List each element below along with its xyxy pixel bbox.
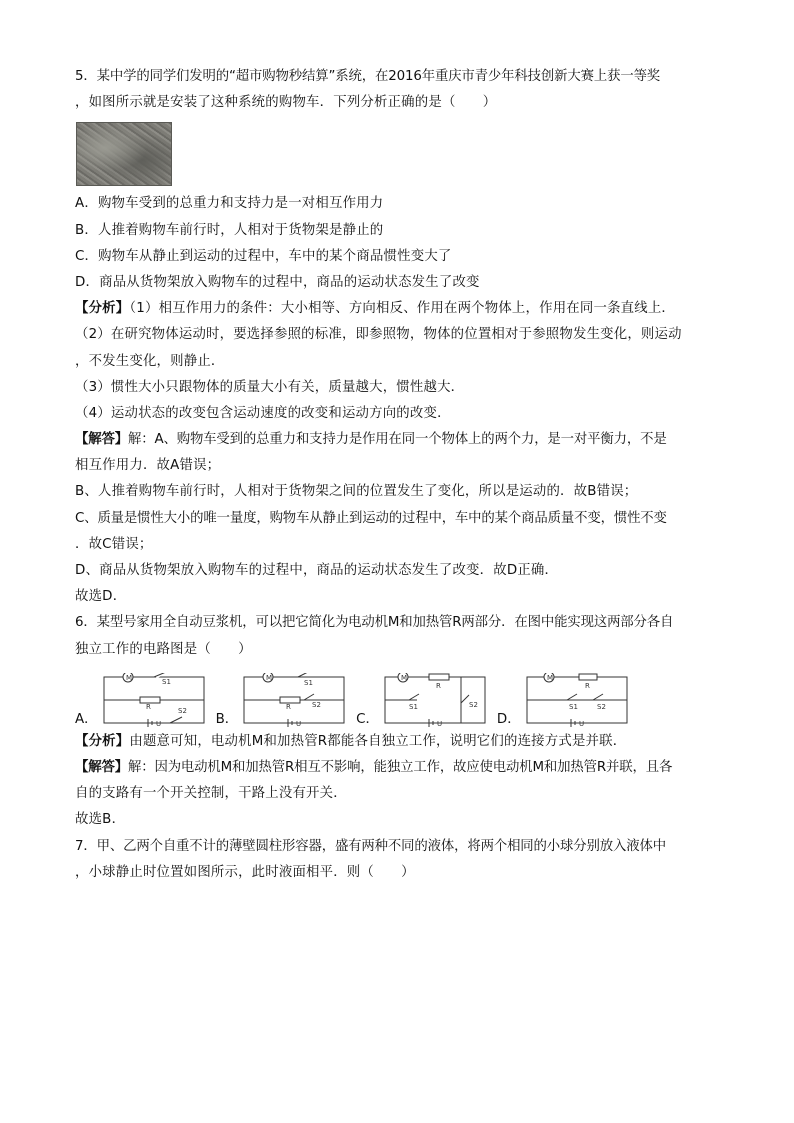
q6-answer-text-1: 解：因为电动机M和加热管R相互不影响，能独立工作，故应使电动机M和加热管R并联，且各 xyxy=(127,759,673,775)
q5-answer-line-6: D、商品从货物架放入购物车的过程中，商品的运动状态发生了改变．故D正确． xyxy=(75,563,559,578)
circuit-c-s1-label: S1 xyxy=(408,702,418,711)
circuit-a-heater-label: R xyxy=(145,702,151,711)
analysis-tag: 【分析】 xyxy=(75,733,130,749)
q5-analysis-line-3: ，不发生变化，则静止． xyxy=(75,353,225,369)
circuit-d-heater-label: R xyxy=(584,681,590,690)
q5-answer-line-2: 相互作用力．故A错误； xyxy=(75,458,221,474)
q6-option-d xyxy=(497,673,631,729)
q6-circuit-options xyxy=(75,665,725,729)
q6-stem-line-1: 6．某型号家用全自动豆浆机，可以把它简化为电动机M和加热管R两部分．在图中能实现这两部分各自 xyxy=(75,615,674,631)
q5-analysis-line-5: （4）运动状态的改变包含运动速度的改变和运动方向的改变． xyxy=(75,405,451,421)
q5-option-d: D．商品从货物架放入购物车的过程中，商品的运动状态发生了改变 xyxy=(75,274,480,290)
option-label-b: B． xyxy=(215,711,239,727)
q6-analysis-text: 由题意可知，电动机M和加热管R都能各自独立工作，说明它们的连接方式是并联． xyxy=(129,733,627,749)
circuit-a-source-label: U xyxy=(155,719,161,728)
shopping-cart-photo xyxy=(76,122,172,186)
option-label-c: C． xyxy=(356,711,379,727)
q5-answer-line-1 xyxy=(75,427,725,453)
q6-analysis-line xyxy=(75,729,725,755)
circuit-b-s1-label: S1 xyxy=(304,678,314,687)
exam-page xyxy=(75,64,725,886)
q5-analysis-text-1: （1）相互作用力的条件：大小相等、方向相反、作用在两个物体上，作用在同一条直线上． xyxy=(129,301,676,317)
circuit-c-motor-label: M xyxy=(400,673,407,682)
q5-answer-line-7: 故选D． xyxy=(75,589,127,605)
q5-analysis-line-1 xyxy=(75,296,725,322)
circuit-diagram-c xyxy=(381,673,489,729)
circuit-b-heater-label: R xyxy=(286,702,292,711)
circuit-d-s1-label: S1 xyxy=(568,702,578,711)
q6-option-a xyxy=(75,673,208,729)
circuit-d-motor-label: M xyxy=(546,673,553,682)
q5-stem-line-2: ，如图所示就是安装了这种系统的购物车．下列分析正确的是（ ） xyxy=(75,95,497,111)
answer-tag: 【解答】 xyxy=(75,759,128,775)
analysis-tag: 【分析】 xyxy=(75,301,130,317)
circuit-b-motor-label: M xyxy=(266,673,273,682)
circuit-b-source-label: U xyxy=(296,719,302,728)
circuit-a-s2-label: S2 xyxy=(177,706,187,715)
circuit-diagram-a xyxy=(100,673,208,729)
circuit-d-s2-label: S2 xyxy=(596,702,606,711)
circuit-c-source-label: U xyxy=(436,719,443,728)
circuit-b-s2-label: S2 xyxy=(312,700,322,709)
q5-option-b: B．人推着购物车前行时，人相对于货物架是静止的 xyxy=(75,222,384,238)
option-label-a: A． xyxy=(75,711,98,727)
q5-analysis-line-2: （2）在研究物体运动时，要选择参照的标准，即参照物，物体的位置相对于参照物发生变化，则运动 xyxy=(75,327,682,343)
q5-analysis-line-4: （3）惯性大小只跟物体的质量大小有关，质量越大，惯性越大． xyxy=(75,379,465,395)
q6-stem-line-2: 独立工作的电路图是（ ） xyxy=(75,641,252,657)
q7-stem-line-1: 7．甲、乙两个自重不计的薄壁圆柱形容器，盛有两种不同的液体，将两个相同的小球分别放入液体中 xyxy=(75,838,666,854)
q5-answer-line-4: C、质量是惯性大小的唯一量度，购物车从静止到运动的过程中，车中的某个商品质量不变，惯性不变 xyxy=(75,510,667,526)
answer-tag: 【解答】 xyxy=(75,432,128,448)
q5-answer-line-5: ．故C错误； xyxy=(75,536,153,552)
q6-answer-line-3: 故选B． xyxy=(75,812,126,828)
q6-answer-line-2: 自的支路有一个开关控制，干路上没有开关． xyxy=(75,786,347,802)
circuit-c-s2-label: S2 xyxy=(468,700,478,709)
circuit-a-motor-label: M xyxy=(125,673,132,682)
circuit-diagram-d xyxy=(523,673,631,729)
q5-stem-line-1: 5．某中学的同学们发明的“超市购物秒结算”系统，在2016年重庆市青少年科技创新大赛上获一等奖 xyxy=(75,69,661,84)
q5-answer-text-1: 解：A、购物车受到的总重力和支持力是作用在同一个物体上的两个力，是一对平衡力，不是 xyxy=(127,432,667,448)
q5-option-a: A．购物车受到的总重力和支持力是一对相互作用力 xyxy=(75,196,384,212)
circuit-a-s1-label: S1 xyxy=(161,677,171,686)
q6-option-b xyxy=(216,673,349,729)
q6-answer-line-1 xyxy=(75,755,725,781)
q6-option-c xyxy=(356,673,489,729)
circuit-c-heater-label: R xyxy=(435,681,441,690)
option-label-d: D． xyxy=(496,711,521,727)
q5-option-c: C．购物车从静止到运动的过程中，车中的某个商品惯性变大了 xyxy=(75,248,452,264)
circuit-d-source-label: U xyxy=(578,719,584,728)
q5-answer-line-3: B、人推着购物车前行时，人相对于货物架之间的位置发生了变化，所以是运动的．故B错误； xyxy=(75,484,638,500)
q7-stem-line-2: ，小球静止时位置如图所示，此时液面相平．则（ ） xyxy=(75,864,415,880)
circuit-diagram-b xyxy=(240,673,348,729)
